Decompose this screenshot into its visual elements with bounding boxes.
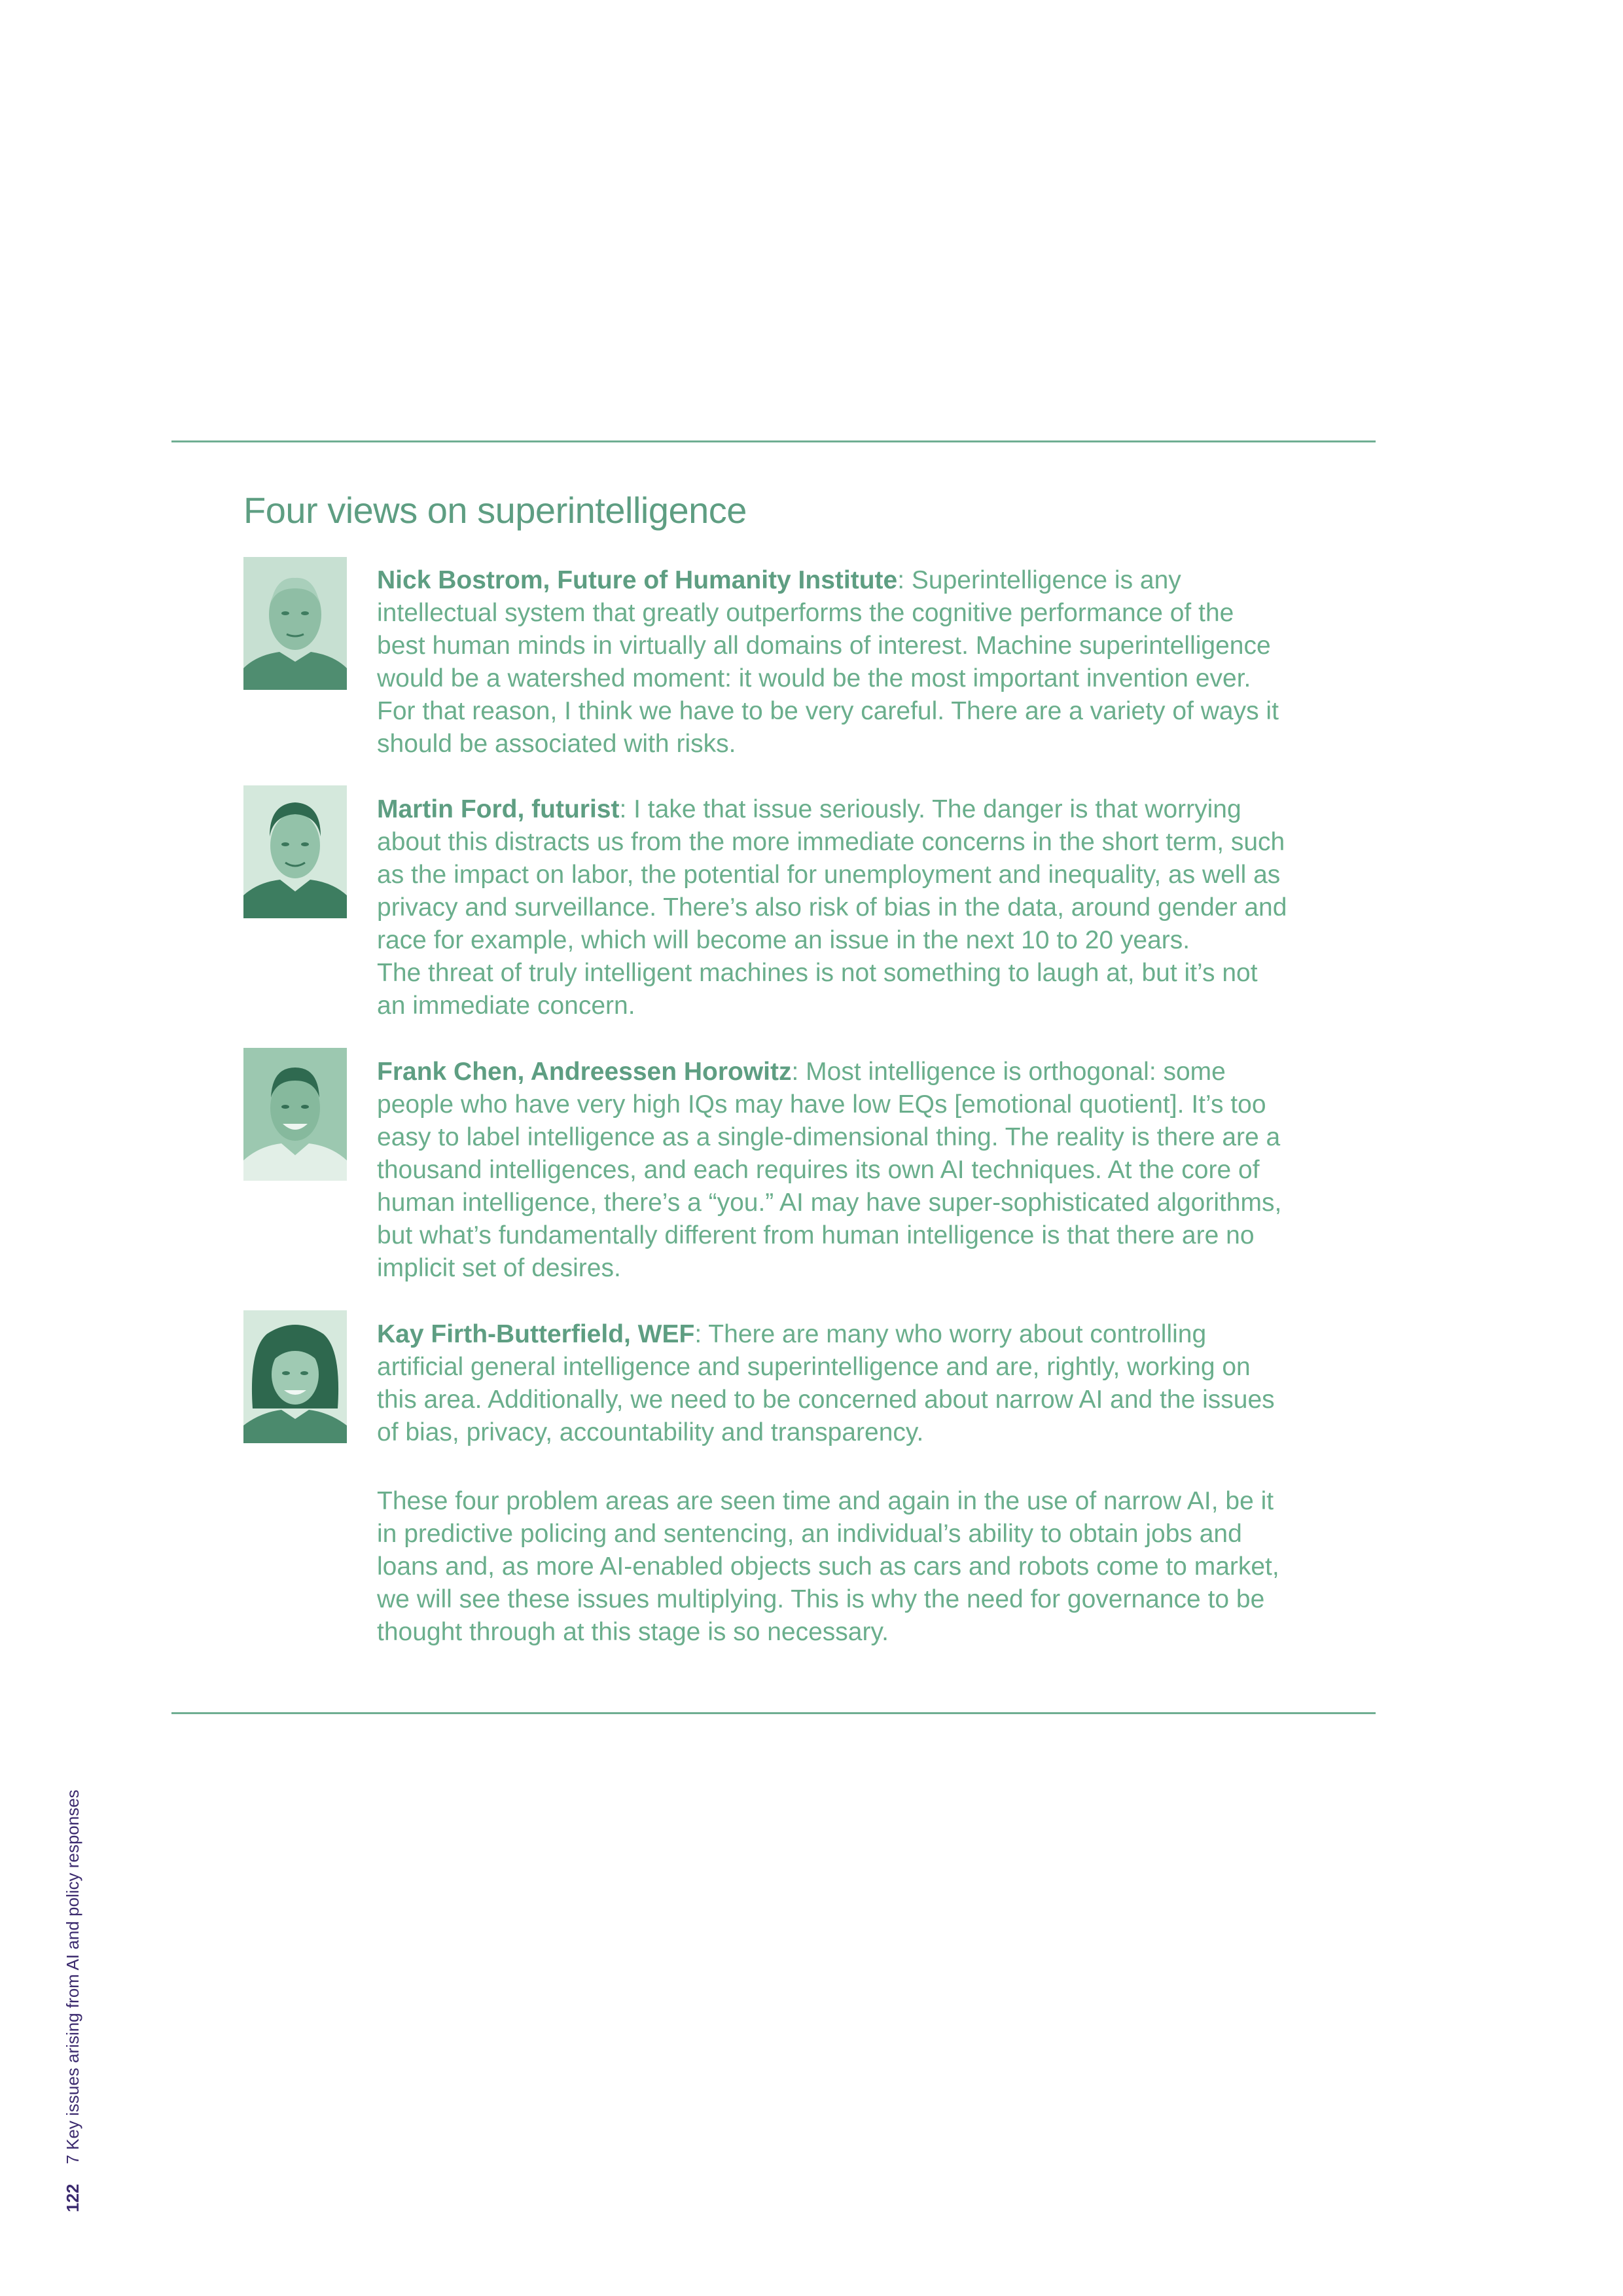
quote-line: The threat of truly intelligent machines is not something to laugh at, but it’s not	[377, 959, 1258, 987]
quote-line: this area. Additionally, we need to be concerned about narrow AI and the issues	[377, 1386, 1275, 1414]
quote-frank-chen	[377, 1056, 1378, 1285]
quote-line: human intelligence, there’s a “you.” AI may have super-sophisticated algorithms,	[377, 1189, 1282, 1217]
running-footer	[62, 1789, 84, 2212]
quote-line: people who have very high IQs may have low EQs [emotional quotient]. It’s too	[377, 1090, 1266, 1119]
closing-line: we will see these issues multiplying. This is why the need for governance to be	[377, 1585, 1265, 1613]
quote-line: : I take that issue seriously. The danger is that worrying	[619, 795, 1241, 823]
closing-line: thought through at this stage is so necessary.	[377, 1618, 889, 1646]
quote-martin-ford	[377, 793, 1378, 1022]
quote-line: : Superintelligence is any	[897, 566, 1181, 594]
quote-line: best human minds in virtually all domains of interest. Machine superintelligence	[377, 632, 1271, 660]
top-divider-rule	[171, 440, 1376, 442]
quote-line: privacy and surveillance. There’s also risk of bias in the data, around gender and	[377, 893, 1287, 922]
quote-line: : There are many who worry about controlling	[694, 1320, 1207, 1348]
quote-line: implicit set of desires.	[377, 1254, 621, 1282]
quote-line: of bias, privacy, accountability and transparency.	[377, 1418, 924, 1446]
quote-kay-firth-butterfield	[377, 1318, 1378, 1449]
speaker-name: Martin Ford, futurist	[377, 795, 620, 823]
speaker-name: Nick Bostrom, Future of Humanity Institute	[377, 566, 898, 594]
closing-line: in predictive policing and sentencing, an individual’s ability to obtain jobs and	[377, 1520, 1242, 1548]
quote-line: an immediate concern.	[377, 992, 635, 1020]
box-title: Four views on superintelligence	[243, 490, 747, 531]
section-title: 7 Key issues arising from AI and policy responses	[63, 1789, 82, 2164]
quote-line: For that reason, I think we have to be very careful. There are a variety of ways it	[377, 697, 1279, 725]
portrait-nick-bostrom	[243, 557, 347, 690]
closing-line: loans and, as more AI-enabled objects such as cars and robots come to market,	[377, 1552, 1279, 1581]
portrait-kay-firth-butterfield	[243, 1310, 347, 1443]
closing-paragraph	[377, 1485, 1378, 1649]
quote-line: easy to label intelligence as a single-dimensional thing. The reality is there are a	[377, 1123, 1281, 1151]
quote-line: race for example, which will become an issue in the next 10 to 20 years.	[377, 926, 1190, 954]
quote-line: about this distracts us from the more immediate concerns in the short term, such	[377, 828, 1285, 856]
page-number: 122	[63, 2183, 82, 2212]
bottom-divider-rule	[171, 1712, 1376, 1714]
quote-nick-bostrom	[377, 564, 1378, 761]
speaker-name: Frank Chen, Andreessen Horowitz	[377, 1058, 792, 1086]
portrait-martin-ford	[243, 785, 347, 918]
quote-line: as the impact on labor, the potential for unemployment and inequality, as well as	[377, 861, 1281, 889]
quote-line: thousand intelligences, and each requires its own AI techniques. At the core of	[377, 1156, 1260, 1184]
quote-line: but what’s fundamentally different from human intelligence is that there are no	[377, 1221, 1255, 1249]
quote-line: : Most intelligence is orthogonal: some	[791, 1058, 1226, 1086]
closing-line: These four problem areas are seen time and again in the use of narrow AI, be it	[377, 1487, 1274, 1515]
portrait-frank-chen	[243, 1048, 347, 1181]
quote-line: artificial general intelligence and superintelligence and are, rightly, working on	[377, 1353, 1251, 1381]
speaker-name: Kay Firth-Butterfield, WEF	[377, 1320, 695, 1348]
quote-line: intellectual system that greatly outperforms the cognitive performance of the	[377, 599, 1234, 627]
quote-line: would be a watershed moment: it would be the most important invention ever.	[377, 664, 1251, 692]
quote-line: should be associated with risks.	[377, 730, 736, 758]
